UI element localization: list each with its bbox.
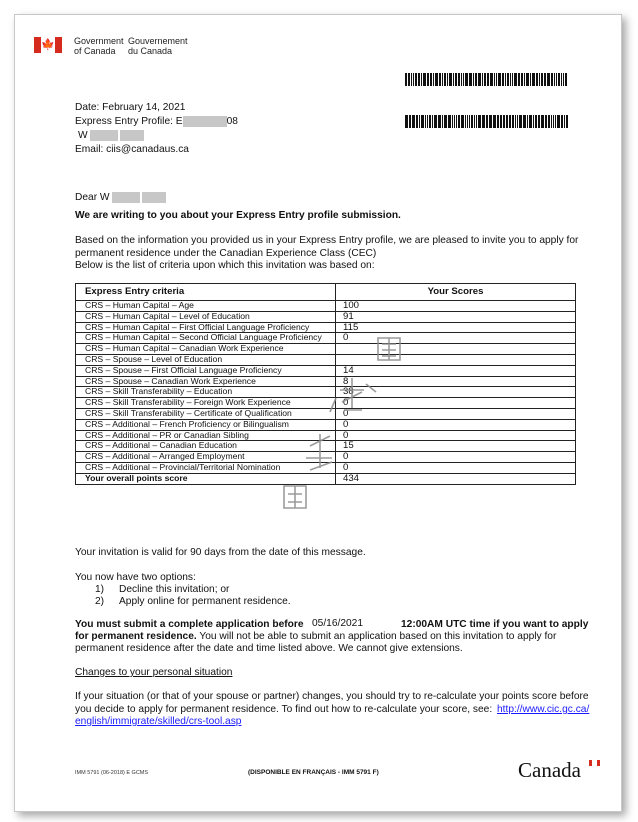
option-2-text: Apply online for permanent residence. [119,596,291,607]
intro-line-3: Below is the list of criteria upon which this invitation was based on: [75,260,375,271]
barcode-bar [478,115,481,128]
changes-heading: Changes to your personal situation [75,667,233,678]
barcode-bar [541,115,544,128]
barcode-bar [469,115,470,128]
intro-line-1: Based on the information you provided us in your Express Entry profile, we are pleased to invite you to apply for [75,235,579,246]
barcode-bar [471,115,473,128]
barcode-bar [506,115,508,128]
name-initial: W [78,130,88,142]
barcode-bar [467,115,468,128]
barcode-bar [554,73,555,86]
barcode-bar [512,115,514,128]
barcode-bar [533,115,534,128]
table-row [76,452,576,463]
barcode-bar [557,115,560,128]
barcode-bar [430,73,432,86]
barcode-bar [547,73,550,86]
barcode-bar [452,115,453,128]
redaction-block [112,192,140,203]
profile-label: Express Entry Profile: E [75,116,183,128]
french-availability-note: (DISPONIBLE EN FRANÇAIS - IMM 5791 F) [248,769,379,776]
redaction-block [90,130,118,141]
barcode-bar [527,115,528,128]
barcode-bar [496,73,497,86]
barcode-bar [487,73,489,86]
barcode-bar [518,73,520,86]
barcode-bar [427,73,429,86]
score-cell: 0 [336,419,576,430]
scores-column-header: Your Scores [336,284,576,301]
crs-tool-link-continued[interactable]: english/immigrate/skilled/crs-tool.asp [75,716,242,727]
barcode-bar [489,115,492,128]
barcode-bar [514,73,517,86]
total-score-cell: 434 [336,473,576,484]
table-row [76,344,576,355]
barcode-bar [526,73,529,86]
barcode-bar [564,115,565,128]
criteria-cell: CRS – Additional – Arranged Employment [76,452,336,463]
barcode-bar [458,115,460,128]
barcode-bar [503,115,505,128]
deadline-text-2: 12:00AM UTC time if you want to apply [401,619,589,630]
criteria-cell: CRS – Additional – French Proficiency or Bilingualism [76,419,336,430]
barcode-bar [442,115,443,128]
barcode-bar [478,73,481,86]
barcode-bar [493,115,496,128]
criteria-cell: CRS – Spouse – Level of Education [76,354,336,365]
barcode-bar [438,115,441,128]
table-row [76,398,576,409]
table-row [76,354,576,365]
barcode-bar [494,73,495,86]
barcode-bar [455,73,457,86]
profile-number [75,116,238,129]
barcode-bar [509,115,511,128]
deadline-line-2-rest: You will not be able to submit an application based on this invitation to apply for [196,631,557,642]
barcode-bar [558,73,560,86]
score-cell [336,354,576,365]
barcode-bar [458,73,460,86]
barcode-bar [539,73,540,86]
criteria-cell: CRS – Skill Transferability – Education [76,387,336,398]
barcode-bar [435,73,438,86]
barcode-bar [411,73,412,86]
gov-fr-line2: du Canada [128,46,173,56]
barcode-bar [454,115,455,128]
option-1-number: 1) [95,584,105,595]
criteria-cell: CRS – Spouse – First Official Language Proficiency [76,365,336,376]
barcode-bar [412,115,415,128]
barcode-bar [517,115,518,128]
barcode-bar [475,73,477,86]
barcode-bar [502,73,504,86]
barcode-bar [530,73,531,86]
barcode-bar [432,115,433,128]
criteria-cell: CRS – Human Capital – Second Official Language Proficiency [76,333,336,344]
gov-en [74,36,124,56]
barcode-bar [555,115,556,128]
redaction-block [183,116,227,127]
barcode-bar [561,73,562,86]
score-cell: 15 [336,441,576,452]
barcode-bar [442,73,443,86]
score-cell: 0 [336,430,576,441]
barcode-bar [532,73,535,86]
barcode-bar [444,73,446,86]
criteria-column-header: Express Entry criteria [76,284,336,301]
total-label-cell: Your overall points score [76,473,336,484]
barcode-bar [538,115,540,128]
intro-line-2: permanent residence under the Canadian Experience Class (CEC) [75,248,377,259]
score-cell [336,344,576,355]
barcode-bar [556,73,557,86]
deadline-date: 05/16/2021 [312,618,363,629]
barcode-bar [507,73,509,86]
barcode-bar [553,115,554,128]
table-row [76,301,576,312]
barcode-bar [536,73,538,86]
table-row [76,333,576,344]
barcode-bar [519,115,522,128]
table-row [76,430,576,441]
deadline-line-3: permanent residence after the date and time listed above. We cannot give extensions. [75,643,463,654]
barcode-bar [405,115,408,128]
barcode-bar [524,73,525,86]
barcode-bar [548,115,550,128]
crs-tool-link[interactable]: http://www.cic.gc.ca/ [497,704,590,715]
score-cell: 38 [336,387,576,398]
wordmark-flag-icon [589,760,600,766]
barcode-bar [565,73,567,86]
criteria-cell: CRS – Human Capital – Level of Education [76,311,336,322]
table-row [76,441,576,452]
total-row [76,473,576,484]
criteria-cell: CRS – Additional – Canadian Education [76,441,336,452]
table-row [76,462,576,473]
table-row [76,376,576,387]
criteria-cell: CRS – Spouse – Canadian Work Experience [76,376,336,387]
table-row [76,387,576,398]
form-code: IMM 5791 (06-2018) E GCMS [75,770,149,776]
barcode-bar [561,115,563,128]
options-intro: You now have two options: [75,572,196,583]
table-row [76,365,576,376]
barcode-bar [541,73,543,86]
barcode-bar [566,115,568,128]
score-cell: 115 [336,322,576,333]
barcode-bar [429,115,431,128]
barcode-bar [544,73,546,86]
barcode-bar [415,73,417,86]
criteria-cell: CRS – Additional – Provincial/Territorial Nomination [76,462,336,473]
score-cell: 8 [336,376,576,387]
salutation [75,192,166,205]
barcode-bar [505,73,506,86]
score-cell: 91 [336,311,576,322]
option-1-text: Decline this invitation; or [119,584,230,595]
barcode-bar [473,73,474,86]
barcode-bar [498,73,501,86]
barcode-bar [476,115,477,128]
score-cell: 0 [336,398,576,409]
barcode-bar [551,73,553,86]
barcode-bar [448,115,451,128]
barcode-bar [535,115,537,128]
score-cell: 14 [336,365,576,376]
barcode-bar [449,73,452,86]
barcode-bar [453,73,454,86]
barcode-bar [486,115,488,128]
barcode-bar [545,115,547,128]
gov-en-line1: Government [74,36,124,46]
barcode-bar [439,73,441,86]
barcode-bar [456,115,457,128]
deadline-line-2-bold: for permanent residence. [75,631,197,642]
barcode-bar [484,73,486,86]
barcode-bar [461,115,464,128]
barcode-bar [423,73,426,86]
redaction-block [120,130,144,141]
letter-date: Date: February 14, 2021 [75,102,186,113]
score-cell: 0 [336,462,576,473]
barcode-bar [416,115,418,128]
intro-heading: We are writing to you about your Express Entry profile submission. [75,210,401,221]
barcode-bar [521,73,523,86]
barcode-bar [465,73,468,86]
redaction-block [142,192,166,203]
barcode-bar [523,115,526,128]
table-row [76,408,576,419]
barcode-bar [469,73,472,86]
barcode-bar [421,73,422,86]
gov-fr [128,36,188,56]
barcode-bar [515,115,516,128]
changes-line-2: you decide to apply for permanent residence. To find out how to re-calculate your score, see: [75,704,493,715]
barcode-bar [497,115,499,128]
salutation-text: Dear W [75,192,110,204]
table-row [76,311,576,322]
canada-flag-icon: 🍁 [34,37,62,53]
barcode-top [405,73,568,86]
barcode-middle [405,115,569,128]
deadline-text-1: You must submit a complete application before [75,619,304,630]
barcode-bar [413,73,414,86]
table-row [76,322,576,333]
profile-suffix: 08 [226,116,238,128]
table-header-row [76,284,576,301]
deadline-line-2 [75,631,556,644]
barcode-bar [409,115,411,128]
validity-note: Your invitation is valid for 90 days from the date of this message. [75,547,366,558]
barcode-bar [405,73,407,86]
barcode-bar [447,73,448,86]
barcode-bar [461,73,462,86]
barcode-bar [444,115,447,128]
score-cell: 0 [336,408,576,419]
crs-score-table [75,283,576,485]
canada-wordmark-text: Canada [518,758,581,782]
barcode-bar [465,115,466,128]
barcode-bar [529,115,532,128]
canada-wordmark [518,758,581,783]
barcode-bar [418,73,420,86]
barcode-bar [551,115,552,128]
criteria-cell: CRS – Skill Transferability – Certificate of Qualification [76,408,336,419]
criteria-cell: CRS – Human Capital – First Official Language Proficiency [76,322,336,333]
barcode-bar [512,73,513,86]
recipient-name [78,130,144,143]
criteria-cell: CRS – Human Capital – Canadian Work Experience [76,344,336,355]
option-2-number: 2) [95,596,105,607]
barcode-bar [500,115,502,128]
barcode-bar [482,115,485,128]
barcode-bar [463,73,464,86]
table-row [76,419,576,430]
barcode-bar [425,115,426,128]
recipient-email: Email: ciis@canadaus.ca [75,144,189,155]
gov-fr-line1: Gouvernement [128,36,188,46]
barcode-bar [474,115,475,128]
changes-line-1: If your situation (or that of your spouse or partner) changes, you should try to re-calculate your points score before [75,691,589,702]
barcode-bar [563,73,564,86]
barcode-bar [421,115,424,128]
barcode-bar [419,115,420,128]
gov-en-line2: of Canada [74,46,116,56]
score-cell: 0 [336,333,576,344]
barcode-bar [434,115,437,128]
barcode-bar [408,73,410,86]
criteria-cell: CRS – Additional – PR or Canadian Sibling [76,430,336,441]
criteria-cell: CRS – Skill Transferability – Foreign Work Experience [76,398,336,409]
barcode-bar [490,73,493,86]
barcode-bar [482,73,483,86]
criteria-cell: CRS – Human Capital – Age [76,301,336,312]
score-cell: 0 [336,452,576,463]
barcode-bar [427,115,428,128]
barcode-bar [433,73,434,86]
barcode-bar [510,73,511,86]
score-cell: 100 [336,301,576,312]
